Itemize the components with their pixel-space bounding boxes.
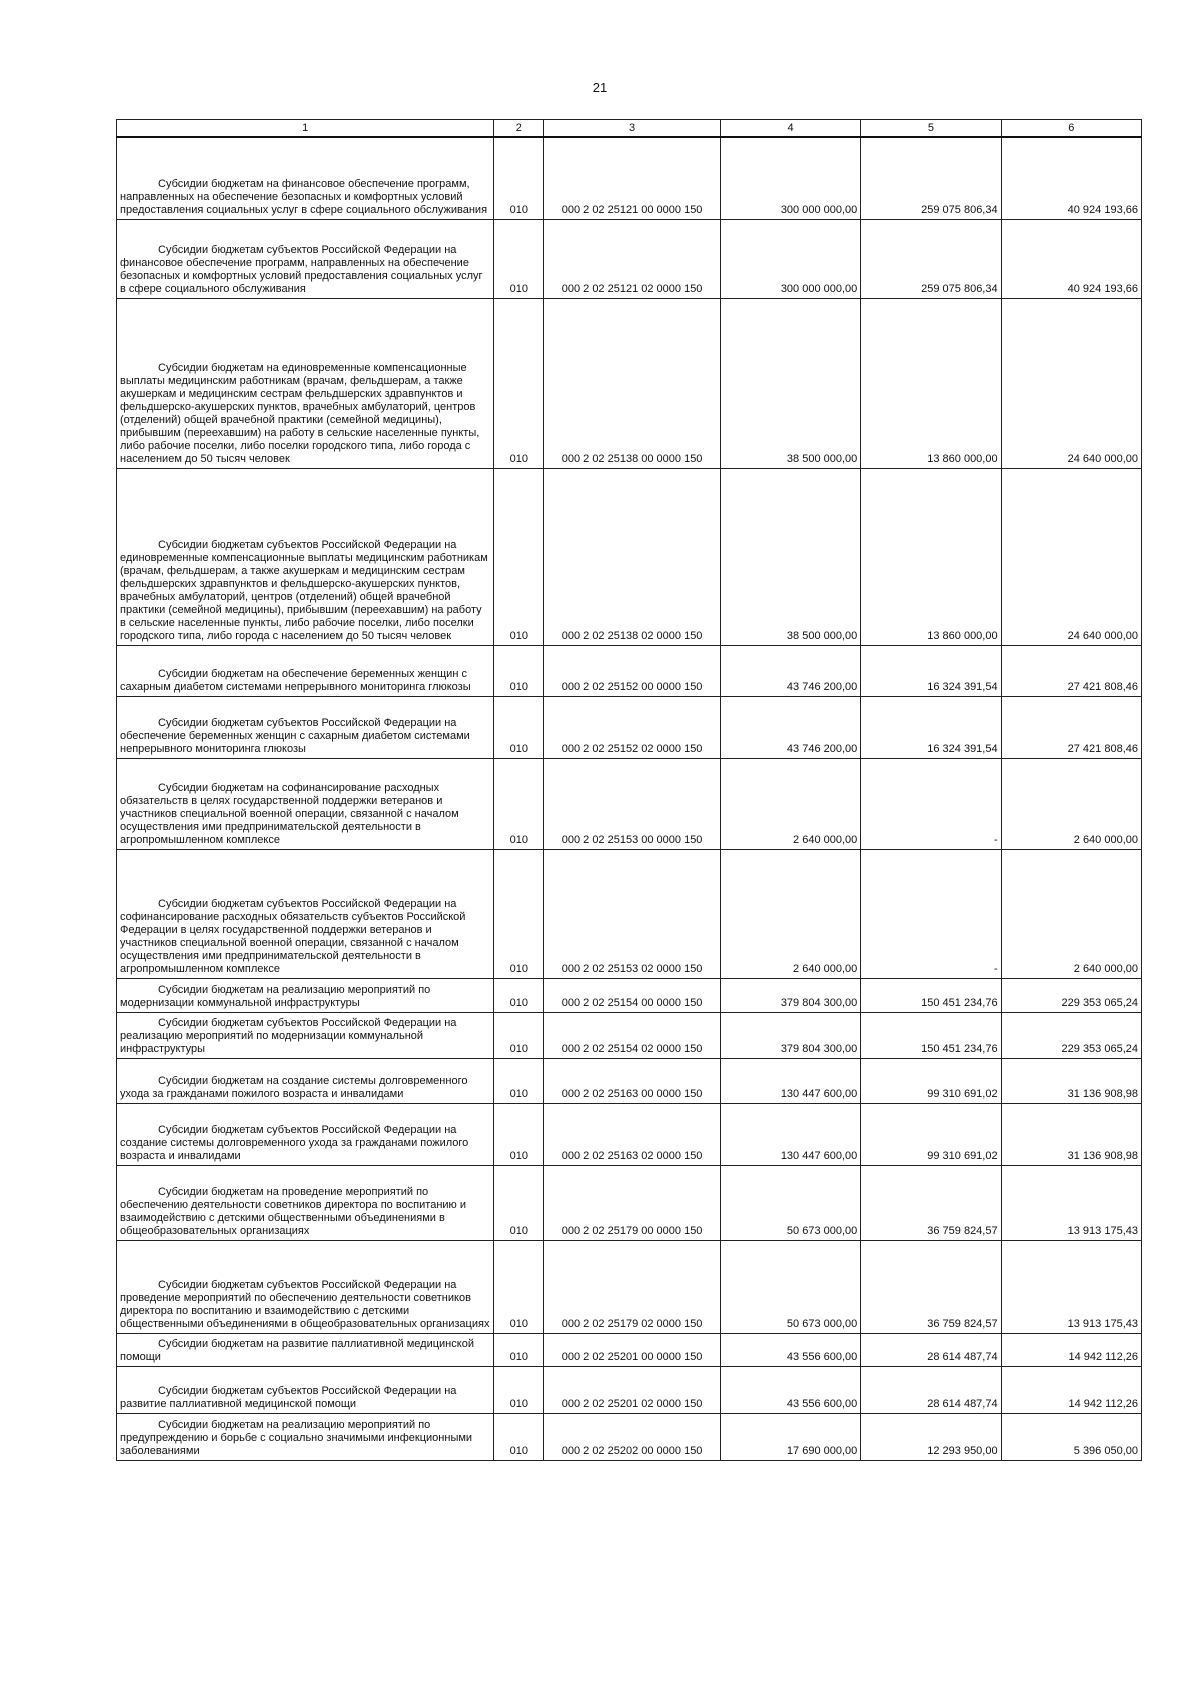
executed-amount-cell: 150 451 234,76 (861, 978, 1001, 1012)
header-col-2: 2 (494, 120, 544, 138)
executed-amount-cell: 259 075 806,34 (861, 219, 1001, 298)
row-name: Субсидии бюджетам субъектов Российской Федерации на создание системы долговременного ухода за гражданами пожилого возраста и инвалидами (120, 1123, 469, 1162)
row-name-cell (117, 1058, 494, 1103)
table-body (117, 137, 1142, 1460)
approved-amount-cell: 300 000 000,00 (720, 219, 860, 298)
kbk-code-cell: 000 2 02 25152 02 0000 150 (544, 696, 721, 758)
table-row (117, 1413, 1142, 1460)
executed-amount-cell: 12 293 950,00 (861, 1413, 1001, 1460)
executed-amount-cell: 16 324 391,54 (861, 696, 1001, 758)
unexecuted-amount-cell: 27 421 808,46 (1001, 696, 1141, 758)
line-code-cell: 010 (494, 1240, 544, 1333)
line-code-cell: 010 (494, 849, 544, 978)
row-name-cell (117, 1366, 494, 1413)
row-name-cell (117, 849, 494, 978)
approved-amount-cell: 130 447 600,00 (720, 1103, 860, 1165)
row-name: Субсидии бюджетам на развитие паллиативной медицинской помощи (120, 1337, 474, 1363)
unexecuted-amount-cell: 14 942 112,26 (1001, 1366, 1141, 1413)
table-row (117, 1103, 1142, 1165)
row-name-cell (117, 298, 494, 468)
executed-amount-cell: 28 614 487,74 (861, 1333, 1001, 1366)
row-name: Субсидии бюджетам на реализацию мероприятий по модернизации коммунальной инфраструктуры (120, 983, 431, 1009)
approved-amount-cell: 17 690 000,00 (720, 1413, 860, 1460)
header-col-6: 6 (1001, 120, 1141, 138)
row-name: Субсидии бюджетам субъектов Российской Федерации на обеспечение беременных женщин с сахарным диабетом системами непрерывного мониторинга глюкозы (120, 716, 470, 755)
unexecuted-amount-cell: 13 913 175,43 (1001, 1165, 1141, 1240)
executed-amount-cell: 28 614 487,74 (861, 1366, 1001, 1413)
income-table (116, 119, 1142, 1461)
approved-amount-cell: 2 640 000,00 (720, 849, 860, 978)
table-row (117, 758, 1142, 849)
table-row (117, 219, 1142, 298)
executed-amount-cell: 99 310 691,02 (861, 1103, 1001, 1165)
table-row (117, 1366, 1142, 1413)
line-code-cell: 010 (494, 758, 544, 849)
approved-amount-cell: 38 500 000,00 (720, 468, 860, 645)
row-name: Субсидии бюджетам на создание системы долговременного ухода за гражданами пожилого возраста и инвалидами (120, 1074, 468, 1100)
executed-amount-cell: 99 310 691,02 (861, 1058, 1001, 1103)
executed-amount-cell: 13 860 000,00 (861, 468, 1001, 645)
page-number: 21 (592, 80, 608, 95)
line-code-cell: 010 (494, 468, 544, 645)
header-row (117, 120, 1142, 138)
row-name: Субсидии бюджетам на единовременные компенсационные выплаты медицинским работникам (врачам, фельдшерам, а также акушеркам и медицинским сестрам фельдшерских здравпунктов и фельдшерско-акушерских пунктов, врачебных амбулаторий, центров (отделений) общей врачебной практики (семейной медицины), прибывшим (переехавшим) на работу в сельские населенные пункты, либо рабочие поселки, либо поселки городского типа, либо города с населением до 50 тысяч человек (120, 361, 480, 465)
approved-amount-cell: 43 746 200,00 (720, 645, 860, 696)
line-code-cell: 010 (494, 219, 544, 298)
unexecuted-amount-cell: 229 353 065,24 (1001, 978, 1141, 1012)
row-name: Субсидии бюджетам на проведение мероприятий по обеспечению деятельности советников директора по воспитанию и взаимодействию с детскими общественными объединениями в общеобразовательных организациях (120, 1185, 466, 1237)
header-col-5: 5 (861, 120, 1001, 138)
approved-amount-cell: 38 500 000,00 (720, 298, 860, 468)
unexecuted-amount-cell: 2 640 000,00 (1001, 849, 1141, 978)
unexecuted-amount-cell: 27 421 808,46 (1001, 645, 1141, 696)
kbk-code-cell: 000 2 02 25138 00 0000 150 (544, 298, 721, 468)
approved-amount-cell: 130 447 600,00 (720, 1058, 860, 1103)
table-row (117, 849, 1142, 978)
kbk-code-cell: 000 2 02 25152 00 0000 150 (544, 645, 721, 696)
line-code-cell: 010 (494, 978, 544, 1012)
kbk-code-cell: 000 2 02 25121 00 0000 150 (544, 137, 721, 219)
row-name-cell (117, 1333, 494, 1366)
header-col-1: 1 (117, 120, 494, 138)
unexecuted-amount-cell: 40 924 193,66 (1001, 137, 1141, 219)
table-row (117, 645, 1142, 696)
kbk-code-cell: 000 2 02 25163 02 0000 150 (544, 1103, 721, 1165)
line-code-cell: 010 (494, 1165, 544, 1240)
line-code-cell: 010 (494, 137, 544, 219)
row-name-cell (117, 1012, 494, 1058)
kbk-code-cell: 000 2 02 25153 02 0000 150 (544, 849, 721, 978)
row-name: Субсидии бюджетам на реализацию мероприятий по предупреждению и борьбе с социально значимыми инфекционными заболеваниями (120, 1418, 473, 1457)
kbk-code-cell: 000 2 02 25202 00 0000 150 (544, 1413, 721, 1460)
row-name: Субсидии бюджетам субъектов Российской Федерации на единовременные компенсационные выплаты медицинским работникам (врачам, фельдшерам, а также акушеркам и медицинским сестрам фельдшерских здравпунктов и фельдшерско-акушерских пунктов, врачебных амбулаторий, центров (отделений) общей врачебной практики (семейной медицины), прибывшим (переехавшим) на работу в сельские населенные пункты, либо рабочие поселки, либо поселки городского типа, либо города с населением до 50 тысяч человек (120, 538, 488, 642)
executed-amount-cell: 13 860 000,00 (861, 298, 1001, 468)
unexecuted-amount-cell: 14 942 112,26 (1001, 1333, 1141, 1366)
line-code-cell: 010 (494, 1103, 544, 1165)
kbk-code-cell: 000 2 02 25179 00 0000 150 (544, 1165, 721, 1240)
row-name-cell (117, 696, 494, 758)
line-code-cell: 010 (494, 1012, 544, 1058)
row-name-cell (117, 468, 494, 645)
row-name-cell (117, 1103, 494, 1165)
executed-amount-cell: 150 451 234,76 (861, 1012, 1001, 1058)
table-row (117, 298, 1142, 468)
executed-amount-cell: 259 075 806,34 (861, 137, 1001, 219)
line-code-cell: 010 (494, 1366, 544, 1413)
line-code-cell: 010 (494, 298, 544, 468)
table-row (117, 696, 1142, 758)
unexecuted-amount-cell: 31 136 908,98 (1001, 1103, 1141, 1165)
executed-amount-cell: 36 759 824,57 (861, 1240, 1001, 1333)
unexecuted-amount-cell: 5 396 050,00 (1001, 1413, 1141, 1460)
kbk-code-cell: 000 2 02 25201 00 0000 150 (544, 1333, 721, 1366)
kbk-code-cell: 000 2 02 25154 00 0000 150 (544, 978, 721, 1012)
executed-amount-cell: 16 324 391,54 (861, 645, 1001, 696)
unexecuted-amount-cell: 229 353 065,24 (1001, 1012, 1141, 1058)
table-row (117, 978, 1142, 1012)
unexecuted-amount-cell: 24 640 000,00 (1001, 298, 1141, 468)
kbk-code-cell: 000 2 02 25163 00 0000 150 (544, 1058, 721, 1103)
row-name: Субсидии бюджетам субъектов Российской Федерации на реализацию мероприятий по модернизации коммунальной инфраструктуры (120, 1016, 457, 1055)
row-name: Субсидии бюджетам на обеспечение беременных женщин с сахарным диабетом системами непрерывного мониторинга глюкозы (120, 667, 471, 693)
table-row (117, 137, 1142, 219)
kbk-code-cell: 000 2 02 25153 00 0000 150 (544, 758, 721, 849)
header-col-3: 3 (544, 120, 721, 138)
kbk-code-cell: 000 2 02 25121 02 0000 150 (544, 219, 721, 298)
table-row (117, 1012, 1142, 1058)
table-row (117, 1058, 1142, 1103)
header-col-4: 4 (720, 120, 860, 138)
line-code-cell: 010 (494, 645, 544, 696)
approved-amount-cell: 300 000 000,00 (720, 137, 860, 219)
kbk-code-cell: 000 2 02 25138 02 0000 150 (544, 468, 721, 645)
row-name-cell (117, 758, 494, 849)
approved-amount-cell: 2 640 000,00 (720, 758, 860, 849)
executed-amount-cell: - (861, 849, 1001, 978)
unexecuted-amount-cell: 13 913 175,43 (1001, 1240, 1141, 1333)
table-row (117, 1165, 1142, 1240)
unexecuted-amount-cell: 24 640 000,00 (1001, 468, 1141, 645)
executed-amount-cell: 36 759 824,57 (861, 1165, 1001, 1240)
row-name: Субсидии бюджетам субъектов Российской Федерации на софинансирование расходных обязательств субъектов Российской Федерации в целях государственной поддержки ветеранов и участников специальной военной операции, связанной с началом осуществления ими предпринимательской деятельности в агропромышленном комплексе (120, 897, 466, 975)
line-code-cell: 010 (494, 696, 544, 758)
table-row (117, 1333, 1142, 1366)
kbk-code-cell: 000 2 02 25154 02 0000 150 (544, 1012, 721, 1058)
row-name: Субсидии бюджетам субъектов Российской Федерации на финансовое обеспечение программ, направленных на обеспечение безопасных и комфортных условий предоставления социальных услуг в сфере социального обслуживания (120, 243, 483, 295)
kbk-code-cell: 000 2 02 25201 02 0000 150 (544, 1366, 721, 1413)
approved-amount-cell: 50 673 000,00 (720, 1240, 860, 1333)
row-name-cell (117, 1240, 494, 1333)
line-code-cell: 010 (494, 1058, 544, 1103)
executed-amount-cell: - (861, 758, 1001, 849)
line-code-cell: 010 (494, 1333, 544, 1366)
unexecuted-amount-cell: 31 136 908,98 (1001, 1058, 1141, 1103)
row-name: Субсидии бюджетам на финансовое обеспечение программ, направленных на обеспечение безопасных и комфортных условий предоставления социальных услуг в сфере социального обслуживания (120, 177, 488, 216)
line-code-cell: 010 (494, 1413, 544, 1460)
approved-amount-cell: 43 556 600,00 (720, 1333, 860, 1366)
row-name-cell (117, 137, 494, 219)
row-name: Субсидии бюджетам субъектов Российской Федерации на проведение мероприятий по обеспечению деятельности советников директора по воспитанию и взаимодействию с детскими общественными объединениями в общеобразовательных организациях (120, 1278, 490, 1330)
kbk-code-cell: 000 2 02 25179 02 0000 150 (544, 1240, 721, 1333)
row-name: Субсидии бюджетам на софинансирование расходных обязательств в целях государственной поддержки ветеранов и участников специальной военной операции, связанной с началом осуществления ими предпринимательской деятельности в агропромышленном комплексе (120, 781, 459, 846)
approved-amount-cell: 50 673 000,00 (720, 1165, 860, 1240)
row-name-cell (117, 978, 494, 1012)
unexecuted-amount-cell: 40 924 193,66 (1001, 219, 1141, 298)
row-name-cell (117, 1165, 494, 1240)
row-name-cell (117, 645, 494, 696)
unexecuted-amount-cell: 2 640 000,00 (1001, 758, 1141, 849)
row-name: Субсидии бюджетам субъектов Российской Федерации на развитие паллиативной медицинской помощи (120, 1384, 457, 1410)
row-name-cell (117, 219, 494, 298)
table-row (117, 468, 1142, 645)
row-name-cell (117, 1413, 494, 1460)
table-row (117, 1240, 1142, 1333)
approved-amount-cell: 43 556 600,00 (720, 1366, 860, 1413)
approved-amount-cell: 379 804 300,00 (720, 978, 860, 1012)
approved-amount-cell: 379 804 300,00 (720, 1012, 860, 1058)
approved-amount-cell: 43 746 200,00 (720, 696, 860, 758)
